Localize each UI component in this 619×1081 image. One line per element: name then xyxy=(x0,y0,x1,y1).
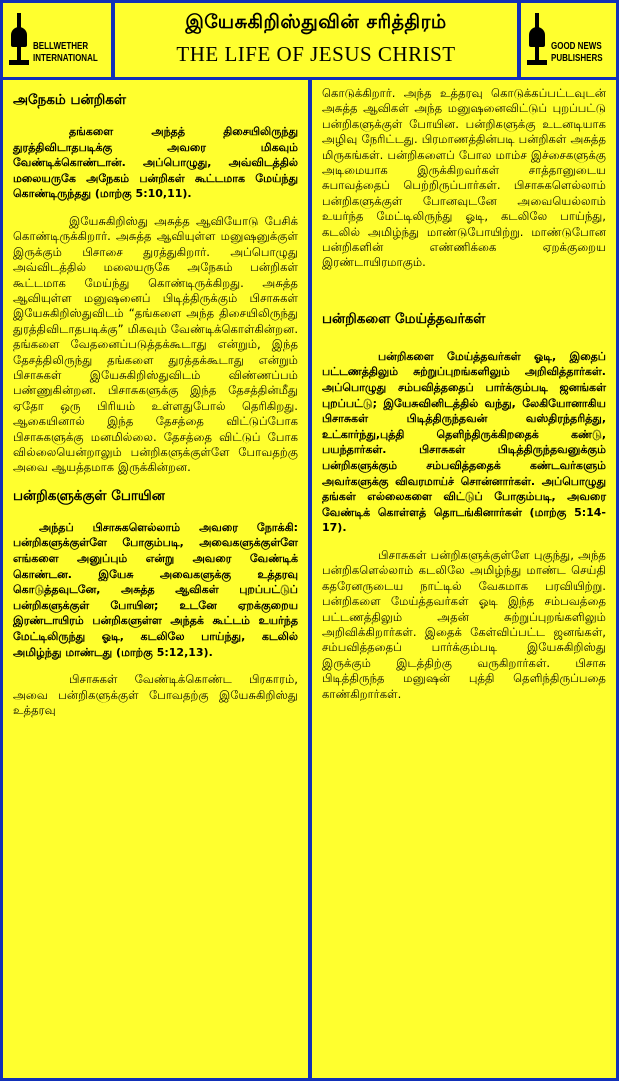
section-heading: பன்றிகளுக்குள் போயின xyxy=(13,487,165,504)
commentary-paragraph: கொடுக்கிறார். அந்த உத்தரவு கொடுக்கப்பட்டவுடன் அசுத்த ஆவிகள் அந்த மனுஷனைவிட்டுப் புறப்பட்டு பன்றிகளுக்குள் போயின. பன்றிகளுக்கு உடனடியாக அழிவு நேரிட்டது. பிரமாணத்தின்படி பன்றிகள் அசுத்த மிருகங்கள். பன்றிகளைப் போல மாம்ச இச்சைகளுக்கு அடிமையாக இருக்கிறவர்கள் சாத்தானுடைய சுபாவத்தைப் பெற்றிருப்பார்கள். பிசாசுகளெல்லாம் பன்றிகளுக்குள் போனவுடனே அவையெல்லாம் உயர்ந்த மேட்டிலிருந்து ஓடி, கடலிலே பாய்ந்து, கடலில் அமிழ்ந்து மாண்டுபோயிற்று. மாண்டுபோன பன்றிகளின் எண்ணிக்கை ஏறக்குறைய இரண்டாயிரமாகும். xyxy=(322,86,606,270)
tower-icon xyxy=(527,13,547,65)
tamil-title: இயேசுகிறிஸ்துவின் சரித்திரம் xyxy=(185,11,447,33)
commentary-paragraph: பிசாசுகள் பன்றிகளுக்குள்ளே புகுந்து, அந்த பன்றிகளெல்லாம் கடலிலே அமிழ்ந்து மாண்ட செய்தி கதரேனருடைய நாட்டில் வேகமாக பரவியிற்று. பன்றிகளை மேய்த்தவர்கள் ஓடி இந்த சம்பவத்தை பட்டணத்திலும் அதன் சுற்றுப்புறங்களிலும் அறிவிக்கிறார்கள். இதைக் கேள்விப்பட்ட ஜனங்கள், சம்பவித்ததைப் பார்க்கும்படி இயேசுகிறிஸ்து இருக்கும் இடத்திற்கு வருகிறார்கள். பிசாசு பிடித்திருந்த மனுஷன் புத்தி தெளிந்திருப்பதை காண்கிறார்கள். xyxy=(322,548,606,701)
logo-right-line1: GOOD NEWS xyxy=(551,41,602,52)
title-banner xyxy=(115,3,517,77)
good-news-logo xyxy=(521,3,616,77)
logo-right-line2: PUBLISHERS xyxy=(551,53,603,64)
scripture-paragraph: தங்களை அந்தத் திசையிலிருந்து துரத்திவிடாதபடிக்கு அவரை மிகவும் வேண்டிக்கொண்டான். அப்பொழுது, அவ்விடத்தில் மலையருகே அநேகம் பன்றிகள் கூட்டமாக மேய்ந்து கொண்டிருந்தது (மாற்கு 5:10,11). xyxy=(13,125,298,201)
bellwether-logo xyxy=(3,3,111,77)
section-heading: பன்றிகளை மேய்த்தவர்கள் xyxy=(322,310,486,327)
section-heading: அநேகம் பன்றிகள் xyxy=(13,92,127,108)
logo-left-line2: INTERNATIONAL xyxy=(33,53,98,64)
commentary-paragraph: பிசாசுகள் வேண்டிக்கொண்ட பிரகாரம், அவை பன்றிகளுக்குள் போவதற்கு இயேசுகிறிஸ்து உத்தரவு xyxy=(13,672,298,718)
scripture-paragraph: பன்றிகளை மேய்த்தவர்கள் ஓடி, இதைப் பட்டணத்திலும் சுற்றுப்புறங்களிலும் அறிவித்தார்கள். அப்பொழுது சம்பவித்ததைப் பார்க்கும்படி ஜனங்கள் புறப்பட்டு; இயேசுவினிடத்தில் வந்து, லேகியோனாகிய பிசாசுகள் பிடித்திருந்தவன் வஸ்திரந்தரித்து, உட்கார்ந்து,புத்தி தெளிந்திருக்கிறதைக் கண்டு, பயந்தார்கள். பிசாசுகள் பிடித்திருந்தவனுக்கும் பன்றிகளுக்கும் சம்பவித்ததைக் கண்டவர்களும் அவர்களுக்கு விவரமாய்ச் சொன்னார்கள். அப்பொழுது தங்கள் எல்லைகளை விட்டுப் போகும்படி, அவரை வேண்டிக் கொள்ளத் தொடங்கினார்கள் (மாற்கு 5:14-17). xyxy=(322,349,606,535)
commentary-paragraph: இயேசுகிறிஸ்து அசுத்த ஆவியோடு பேசிக் கொண்டிருக்கிறார். அசுத்த ஆவியுள்ள மனுஷனுக்குள் இருக்கும் பிசாசை துரத்துகிறார். அப்பொழுது அவ்விடத்தில் மலையருகே அநேகம் பன்றிகள் கூட்டமாக மேய்ந்து கொண்டிருக்கிறது. அசுத்த ஆவியுள்ள மனுஷனைப் பிடித்திருக்கும் பிசாசுகள் இயேசுகிறிஸ்துவிடம் “தங்களை அந்த திசையிலிருந்து துரத்திவிடாதபடிக்கு” மிகவும் வேண்டிக்கொள்கின்றன. தங்களை வேதனைப்படுத்தக்கூடாது என்றும், இந்த தேசத்திலிருந்து தங்களை துரத்தக்கூடாது என்றும் பிசாசுகள் இயேசுகிறிஸ்துவிடம் விண்ணப்பம் பண்ணுகின்றன. பிசாசுகளுக்கு இந்த தேசத்தின்மீது ஏதோ ஒரு பிரியம் உள்ளதுபோல் தெரிகிறது. ஆகையினால் இந்த தேசத்தை விட்டுப்போக பிசாசுகளுக்கு மனமில்லை. தேசத்தை விட்டுப் போக வில்லையென்றாலும் பன்றிகளுக்குள்ளே போவதற்கு அவை ஆயத்தமாக இருக்கின்றன. xyxy=(13,213,298,475)
english-title: THE LIFE OF JESUS CHRIST xyxy=(176,42,456,66)
right-column xyxy=(312,80,616,1078)
bell-tower-icon xyxy=(9,13,29,65)
scripture-paragraph: அந்தப் பிசாசுகளெல்லாம் அவரை நோக்கி: பன்றிகளுக்குள்ளே போகும்படி, அவைகளுக்குள்ளே எங்களை அனுப்பும் என்று அவரை வேண்டிக் கொண்டன. இயேசு அவைகளுக்கு உத்தரவு கொடுத்தவுடனே, அசுத்த ஆவிகள் புறப்பட்டுப் பன்றிகளுக்குள் போயின; உடனே ஏறக்குறைய இரண்டாயிரம் பன்றிகளுள்ள அந்தக் கூட்டம் உயர்ந்த மேட்டிலிருந்து ஓடி, கடலிலே பாய்ந்து, கடலில் அமிழ்ந்து மாண்டது (மாற்கு 5:12,13). xyxy=(13,520,298,659)
logo-left-line1: BELLWETHER xyxy=(33,41,89,52)
left-column xyxy=(3,80,308,1078)
